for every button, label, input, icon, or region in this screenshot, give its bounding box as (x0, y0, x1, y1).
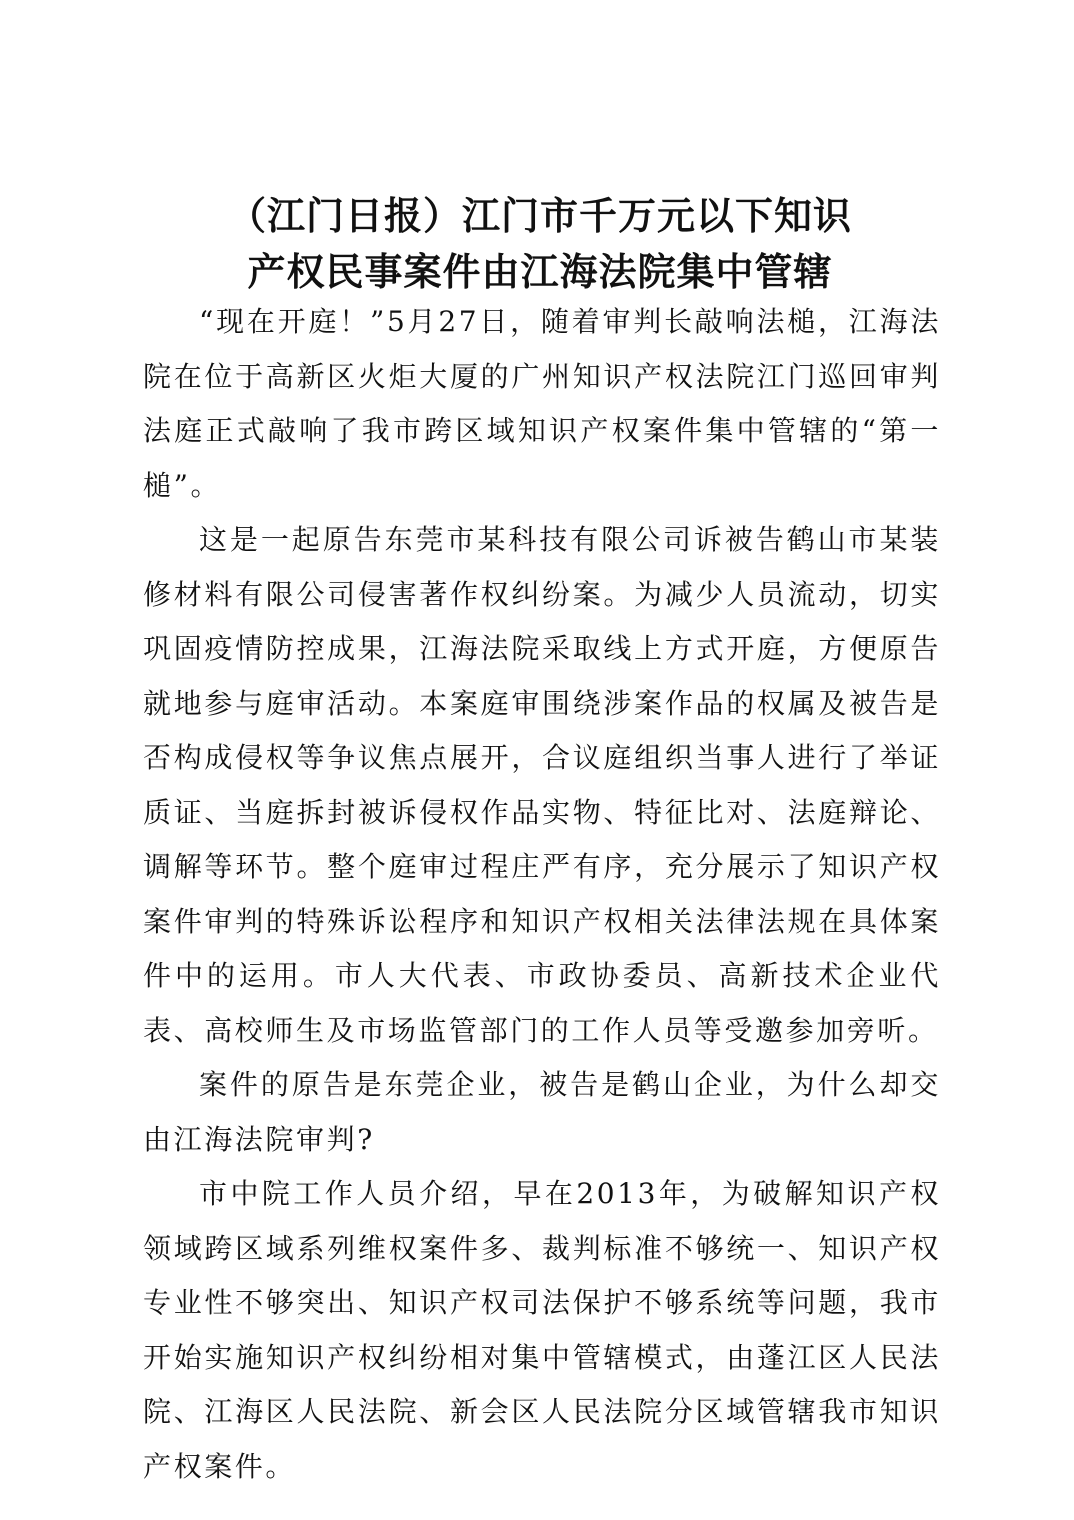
article-title (150, 188, 930, 300)
article-title-line-2: 产权民事案件由江海法院集中管辖 (247, 249, 833, 294)
paragraph-2: 这是一起原告东莞市某科技有限公司诉被告鹤山市某装修材料有限公司侵害著作权纠纷案。为减少人员流动，切实巩固疫情防控成果，江海法院采取线上方式开庭，方便原告就地参与庭审活动。本案庭审围绕涉案作品的权属及被告是否构成侵权等争议焦点展开，合议庭组织当事人进行了举证质证、当庭拆封被诉侵权作品实物、特征比对、法庭辩论、调解等环节。整个庭审过程庄严有序，充分展示了知识产权案件审判的特殊诉讼程序和知识产权相关法律法规在具体案件中的运用。市人大代表、市政协委员、高新技术企业代表、高校师生及市场监管部门的工作人员等受邀参加旁听。 (143, 523, 941, 1047)
article-body (143, 295, 941, 1494)
paragraph-4: 市中院工作人员介绍，早在2013年，为破解知识产权领域跨区域系列维权案件多、裁判标准不够统一、知识产权专业性不够突出、知识产权司法保护不够系统等问题，我市开始实施知识产权纠纷相对集中管辖模式，由蓬江区人民法院、江海区人民法院、新会区人民法院分区域管辖我市知识产权案件。 (143, 1177, 941, 1483)
paragraph-1: “现在开庭！”5月27日，随着审判长敲响法槌，江海法院在位于高新区火炬大厦的广州知识产权法院江门巡回审判法庭正式敲响了我市跨区域知识产权案件集中管辖的“第一槌”。 (143, 305, 941, 502)
paragraph-3: 案件的原告是东莞企业，被告是鹤山企业，为什么却交由江海法院审判? (143, 1068, 941, 1156)
article-title-line-1: （江门日报）江门市千万元以下知识 (227, 193, 852, 238)
